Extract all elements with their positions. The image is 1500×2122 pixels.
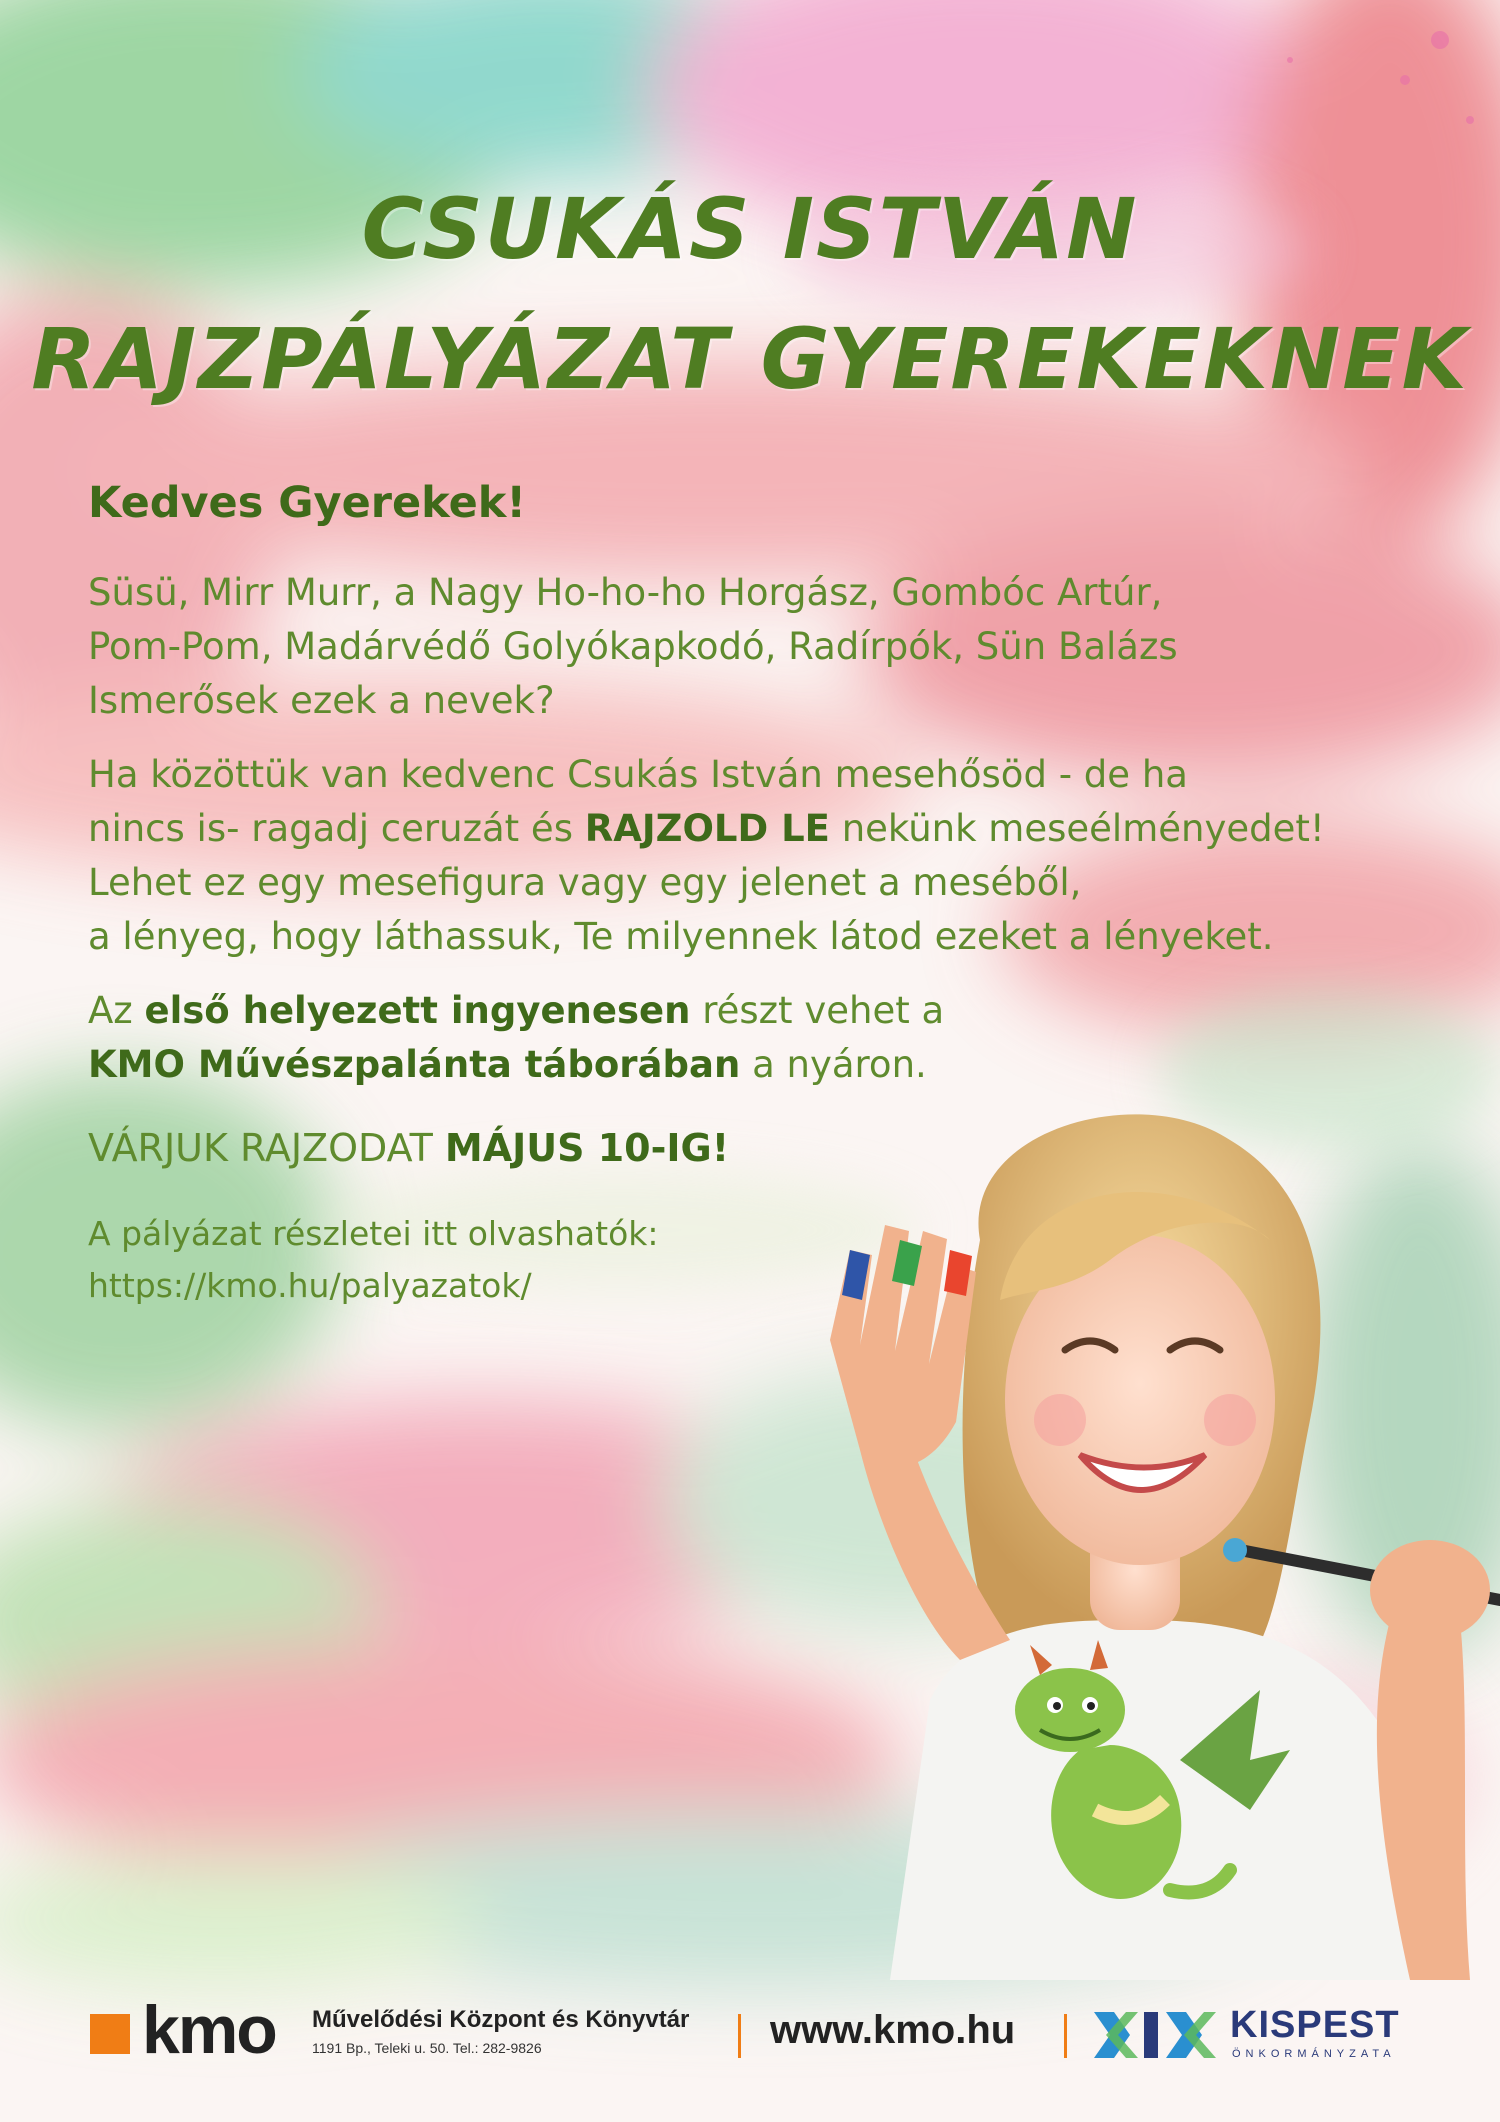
organization-address: 1191 Bp., Teleki u. 50. Tel.: 282-9826	[312, 2040, 542, 2056]
text-segment: részt vehet a	[690, 989, 945, 1032]
details-link[interactable]: https://kmo.hu/palyazatok/	[88, 1266, 532, 1305]
kmo-logo-square	[90, 2014, 130, 2054]
organization-name: Művelődési Központ és Könyvtár	[312, 2006, 690, 2033]
greeting: Kedves Gyerekek!	[88, 478, 526, 528]
paragraph-prize	[88, 984, 1418, 1092]
title-line-2: RAJZPÁLYÁZAT GYEREKEKNEK	[31, 310, 1469, 408]
kmo-logo: kmo	[142, 1992, 276, 2068]
text-line: Ha közöttük van kedvenc Csukás István mesehősöd - de ha	[88, 753, 1188, 796]
details-block	[88, 1208, 1418, 1312]
paragraph-instructions	[88, 748, 1418, 964]
emphasis-camp: KMO Művészpalánta táborában	[88, 1043, 741, 1086]
kispest-logo-text: KISPEST	[1230, 2004, 1400, 2046]
text-segment: a nyáron.	[740, 1043, 927, 1086]
text-line	[88, 802, 1418, 856]
footer-divider	[738, 2014, 741, 2058]
text-line: Süsü, Mirr Murr, a Nagy Ho-ho-ho Horgász, Gombóc Artúr,	[88, 571, 1163, 614]
text-segment: Az	[88, 989, 145, 1032]
emphasis-draw-it: RAJZOLD LE	[584, 807, 830, 850]
footer	[0, 1990, 1500, 2090]
title-line-1: CSUKÁS ISTVÁN	[361, 180, 1139, 278]
emphasis-first-place: első helyezett ingyenesen	[144, 989, 691, 1032]
deadline-date: MÁJUS 10-IG!	[444, 1126, 730, 1170]
text-line: Lehet ez egy mesefigura vagy egy jelenet a meséből,	[88, 861, 1082, 904]
xix-logo-icon	[1090, 2008, 1220, 2062]
text-line: a lényeg, hogy láthassuk, Te milyennek látod ezeket a lényeket.	[88, 915, 1274, 958]
footer-divider	[1064, 2014, 1067, 2058]
text-line	[88, 984, 1418, 1038]
paragraph-characters	[88, 566, 1418, 728]
invitation-text	[88, 478, 1418, 1312]
deadline-label: VÁRJUK RAJZODAT	[88, 1126, 445, 1170]
text-line: Ismerősek ezek a nevek?	[88, 679, 555, 722]
text-line	[88, 1038, 1418, 1092]
website-link[interactable]: www.kmo.hu	[770, 2008, 1016, 2052]
text-line: Pom-Pom, Madárvédő Golyókapkodó, Radírpók, Sün Balázs	[88, 625, 1178, 668]
kispest-logo-subtext: ÖNKORMÁNYZATA	[1232, 2048, 1396, 2060]
details-label: A pályázat részletei itt olvashatók:	[88, 1214, 659, 1253]
text-segment: nincs is- ragadj ceruzát és	[88, 807, 585, 850]
text-segment: nekünk meseélményedet!	[829, 807, 1325, 850]
deadline	[88, 1126, 1418, 1170]
